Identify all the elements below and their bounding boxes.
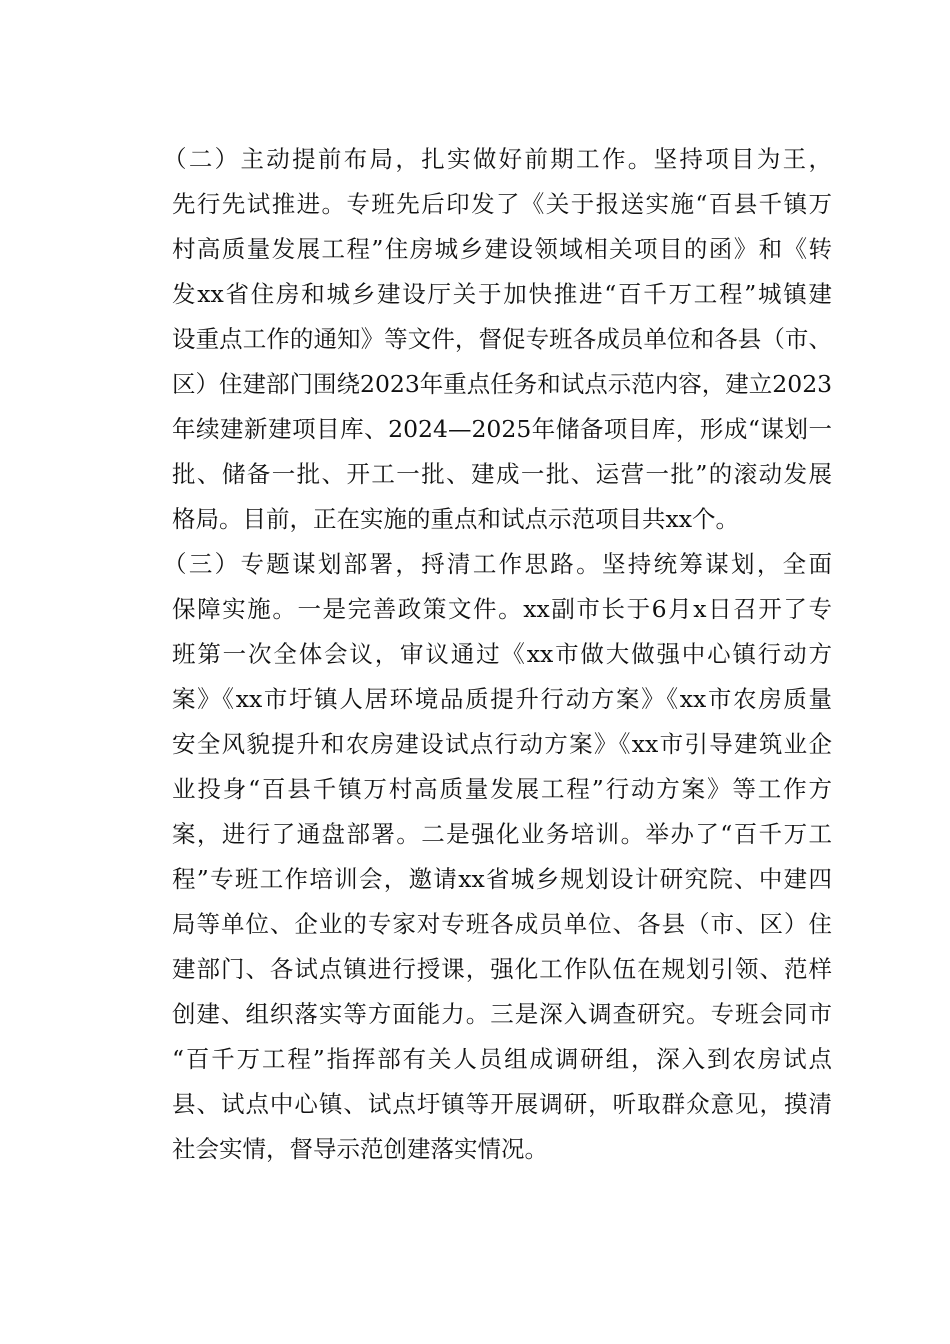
text-line-21: “百千万工程”指挥部有关人员组成调研组，深入到农房试点	[172, 1045, 832, 1073]
text-line-15: 业投身“百县千镇万村高质量发展工程”行动方案》等工作方	[172, 775, 832, 803]
text-line-8: 批、储备一批、开工一批、建成一批、运营一批”的滚动发展	[172, 460, 832, 488]
text-line-4: 发xx省住房和城乡建设厅关于加快推进“百千万工程”城镇建	[172, 280, 832, 308]
text-line-23: 社会实情，督导示范创建落实情况。	[172, 1135, 548, 1163]
text-line-3: 村高质量发展工程”住房城乡建设领域相关项目的函》和《转	[172, 235, 832, 263]
text-line-18: 局等单位、企业的专家对专班各成员单位、各县（市、区）住	[172, 910, 832, 938]
text-line-22: 县、试点中心镇、试点圩镇等开展调研，听取群众意见，摸清	[172, 1090, 832, 1118]
text-line-14: 安全风貌提升和农房建设试点行动方案》《xx市引导建筑业企	[172, 730, 832, 758]
text-line-2: 先行先试推进。专班先后印发了《关于报送实施“百县千镇万	[172, 190, 832, 218]
text-line-16: 案，进行了通盘部署。二是强化业务培训。举办了“百千万工	[172, 820, 832, 848]
text-line-13: 案》《xx市圩镇人居环境品质提升行动方案》《xx市农房质量	[172, 685, 832, 713]
text-line-6: 区）住建部门围绕2023年重点任务和试点示范内容，建立2023	[172, 370, 833, 398]
text-line-17: 程”专班工作培训会，邀请xx省城乡规划设计研究院、中建四	[172, 865, 832, 893]
text-line-5: 设重点工作的通知》等文件，督促专班各成员单位和各县（市、	[172, 325, 832, 353]
text-line-11: 保障实施。一是完善政策文件。xx副市长于6月x日召开了专	[172, 595, 832, 623]
text-line-12: 班第一次全体会议，审议通过《xx市做大做强中心镇行动方	[172, 640, 832, 668]
text-line-20: 创建、组织落实等方面能力。三是深入调查研究。专班会同市	[172, 1000, 832, 1028]
text-line-10: （三）专题谋划部署，捋清工作思路。坚持统筹谋划，全面	[163, 550, 832, 578]
text-line-1: （二）主动提前布局，扎实做好前期工作。坚持项目为王，	[163, 145, 832, 173]
text-line-7: 年续建新建项目库、2024—2025年储备项目库，形成“谋划一	[172, 415, 832, 443]
text-line-9: 格局。目前，正在实施的重点和试点示范项目共xx个。	[172, 505, 740, 533]
text-line-19: 建部门、各试点镇进行授课，强化工作队伍在规划引领、范样	[172, 955, 832, 983]
